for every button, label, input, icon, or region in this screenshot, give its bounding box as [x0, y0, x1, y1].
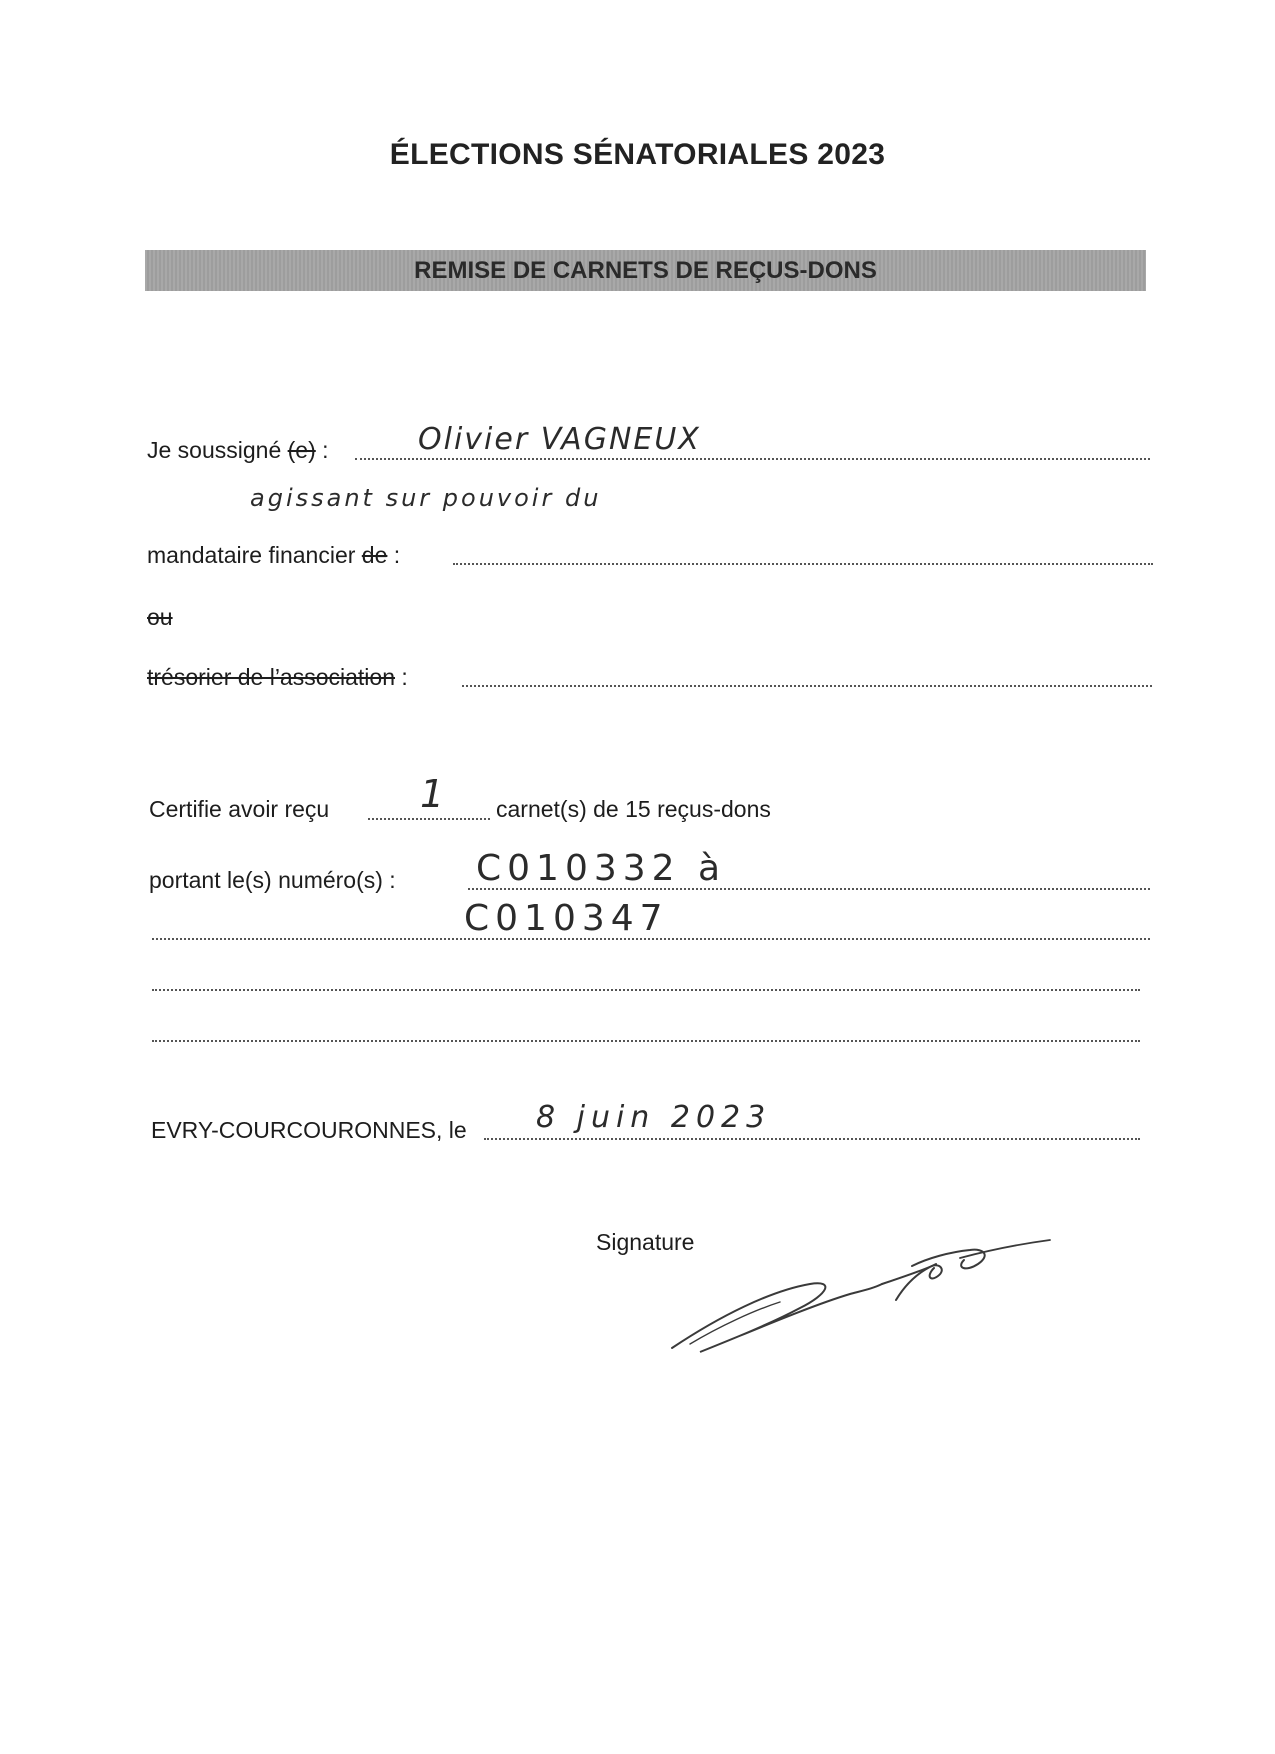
numbers-handwritten-line1[interactable]: C010332 à	[476, 848, 727, 889]
certify-label-before: Certifie avoir reçu	[149, 796, 330, 822]
financial-agent-label	[147, 542, 400, 569]
treasurer-label-struck: trésorier de l’association	[147, 664, 396, 690]
place-date-handwritten-value[interactable]: 8 juin 2023	[536, 1100, 772, 1135]
place-date-label: EVRY-COURCOURONNES, le	[151, 1117, 467, 1143]
certify-handwritten-count[interactable]: 1	[420, 772, 445, 816]
undersigned-label-struck: (e)	[287, 437, 316, 463]
undersigned-label	[147, 437, 329, 464]
place-date-dotted-line	[484, 1138, 1140, 1140]
undersigned-label-colon: :	[315, 437, 329, 463]
numbers-dotted-line-3	[152, 989, 1140, 991]
certify-count-dotted-line	[368, 818, 490, 820]
treasurer-label	[147, 664, 408, 691]
numbers-handwritten-line2[interactable]: C010347	[464, 898, 669, 939]
undersigned-handwritten-name[interactable]: Olivier VAGNEUX	[418, 422, 701, 457]
signature-label: Signature	[596, 1229, 695, 1255]
section-band-label: REMISE DE CARNETS DE REÇUS-DONS	[414, 257, 877, 284]
undersigned-label-main: Je soussigné	[147, 437, 288, 463]
section-band	[145, 250, 1146, 291]
or-text: ou	[147, 604, 173, 630]
undersigned-dotted-line	[355, 458, 1150, 460]
treasurer-label-colon: :	[395, 664, 408, 690]
treasurer-dotted-line	[462, 685, 1152, 687]
certify-label-after: carnet(s) de 15 reçus-dons	[496, 796, 771, 822]
financial-agent-dotted-line	[453, 563, 1153, 565]
undersigned-handwritten-note: agissant sur pouvoir du	[250, 484, 602, 512]
numbers-label: portant le(s) numéro(s) :	[149, 867, 396, 893]
document-title: ÉLECTIONS SÉNATORIALES 2023	[389, 138, 886, 171]
financial-agent-label-main: mandataire financier	[147, 542, 362, 568]
financial-agent-label-colon: :	[387, 542, 401, 568]
financial-agent-label-struck: de	[361, 542, 388, 568]
numbers-dotted-line-4	[152, 1040, 1140, 1042]
handwritten-signature-image	[660, 1236, 1060, 1361]
